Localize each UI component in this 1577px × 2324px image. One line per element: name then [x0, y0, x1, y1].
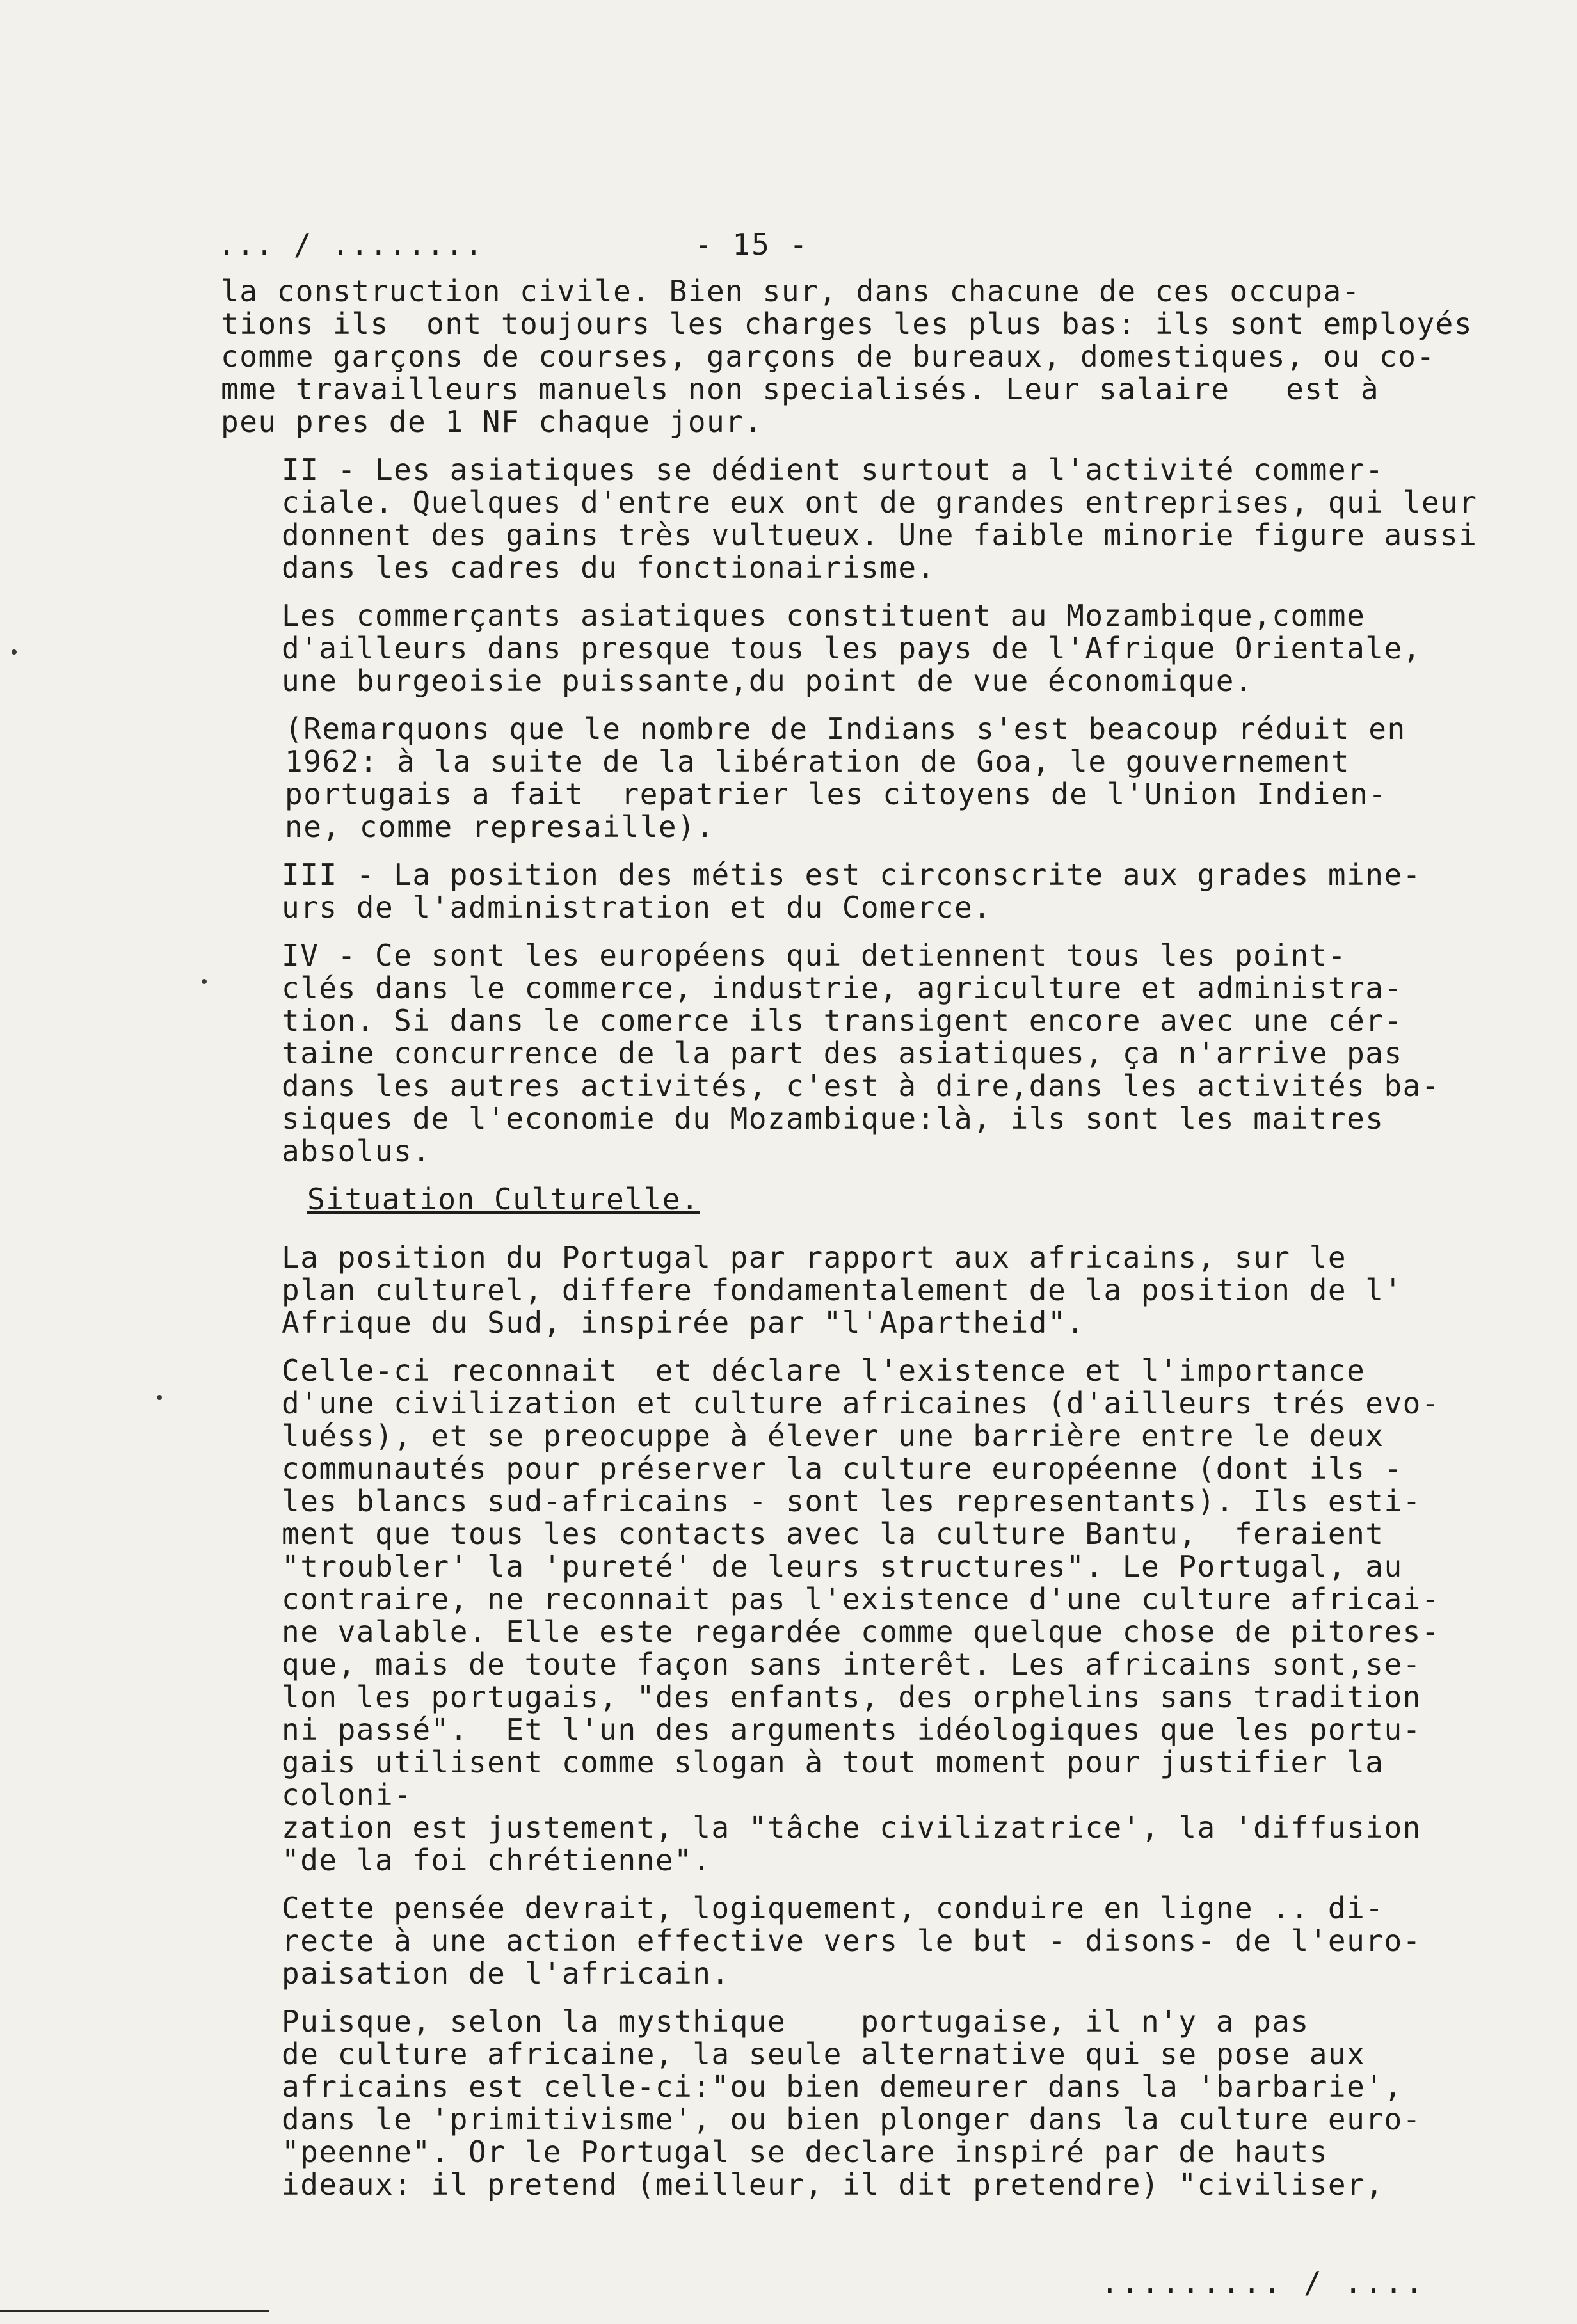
bottom-rule	[0, 2310, 269, 2312]
header-continuation: ... / ........	[218, 227, 484, 262]
margin-mark	[157, 1395, 162, 1400]
paragraph-cette-pensee: Cette pensée devrait, logiquement, conduire en ligne .. di- recte à une action effective vers le but - disons- de l'euro- paisation de l'africain.	[282, 1891, 1421, 1991]
paragraph-asiatiques: II - Les asiatiques se dédient surtout a l'activité commer- ciale. Quelques d'entre eux ont de grandes entreprises, qui leur donnent des gains très vultueux. Une faible minorie figure aussi dans les cadres du fonctionairisme.	[282, 452, 1478, 585]
paragraph-puisque: Puisque, selon la mysthique portugaise, il n'y a pas de culture africaine, la seule alternative qui se pose aux africains est celle-ci:"ou bien demeurer dans la 'barbarie', dans le 'primitivisme', ou bien plonger dans la culture euro- "peenne". Or le Portugal se declare inspiré par de hauts ideaux: il pretend (meilleur, il dit pretendre) "civiliser,	[282, 2004, 1421, 2202]
paragraph-celle-ci: Celle-ci reconnait et déclare l'existence et l'importance d'une civilization et culture africaines (d'ailleurs trés evo- luéss), et se preocuppe à élever une barrière entre le deux communautés pour préserver la culture européenne (dont ils - les blancs sud-africains - sont les representants). Ils esti- ment que tous les contacts avec la culture Bantu, feraient "troubler' la 'pureté' de leurs structures". Le Portugal, au contraire, ne reconnait pas l'existence d'une culture africai- ne valable. Elle este regardée comme quelque chose de pitores- que, mais de toute façon sans interêt. Les africains sont,se- lon les portugais, "des enfants, des orphelins sans tradition ni passé". Et l'un des arguments idéologiques que les portu- gais utilisent comme slogan à tout moment pour justifier la coloni- zation est justement, la "tâche civilizatrice', la 'diffusion "de la foi chrétienne".	[282, 1353, 1441, 1877]
paragraph-commercants: Les commerçants asiatiques constituent au Mozambique,comme d'ailleurs dans presque tous les pays de l'Afrique Orientale, une burgeoisie puissante,du point de vue économique.	[282, 598, 1421, 698]
page-number: - 15 -	[694, 227, 809, 262]
margin-mark	[202, 979, 207, 984]
paragraph-metis: III - La position des métis est circonscrite aux grades mine- urs de l'administration et du Comerce.	[282, 857, 1421, 925]
paragraph-construction: la construction civile. Bien sur, dans chacune de ces occupa- tions ils ont toujours les charges les plus bas: ils sont employés comme garçons de courses, garçons de bureaux, domestiques, ou co- mme travailleurs manuels non specialisés. Leur salaire est à peu pres de 1 NF chaque jour.	[221, 274, 1473, 439]
margin-mark	[12, 649, 17, 655]
page-footer: ......... / ....	[1101, 2265, 1426, 2300]
section-heading: Situation Culturelle.	[307, 1182, 700, 1216]
paragraph-europeens: IV - Ce sont les européens qui detiennent tous les point- clés dans le commerce, industrie, agriculture et administra- tion. Si dans le comerce ils transigent encore avec une cér- taine concurrence de la part des asiatiques, ça n'arrive pas dans les autres activités, c'est à dire,dans les activités ba- siques de l'economie du Mozambique:là, ils sont les maitres absolus.	[282, 938, 1441, 1168]
paragraph-position-portugal: La position du Portugal par rapport aux africains, sur le plan culturel, differe fondamentalement de la position de l' Afrique du Sud, inspirée par "l'Apartheid".	[282, 1240, 1403, 1340]
document-body	[221, 275, 1494, 2217]
paragraph-remarque: (Remarquons que le nombre de Indians s'est beacoup réduit en 1962: à la suite de la libération de Goa, le gouvernement portugais a fait repatrier les citoyens de l'Union Indien- ne, comme represaille).	[285, 712, 1406, 844]
